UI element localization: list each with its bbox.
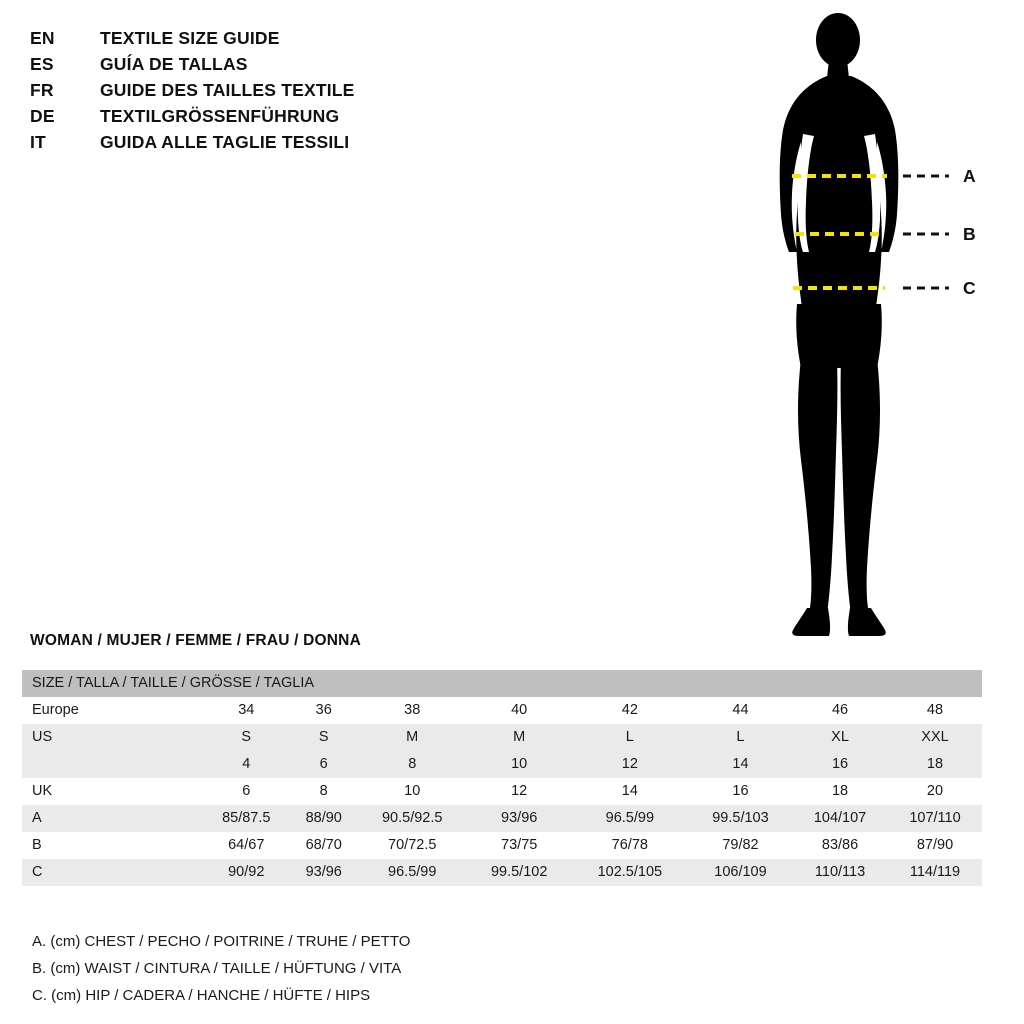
cell: 90.5/92.5: [381, 810, 443, 826]
table-row: [22, 724, 982, 751]
cell: 73/75: [501, 837, 538, 853]
measure-label-b: B: [963, 224, 976, 244]
row-label: Europe: [32, 702, 79, 718]
cell: 48: [926, 702, 944, 718]
legend-row-b: B. (cm) WAIST / CINTURA / TAILLE / HÜFTUNG / VITA: [32, 960, 402, 977]
cell: 20: [926, 783, 944, 799]
table-row: [22, 859, 982, 886]
cell: 102.5/105: [597, 864, 663, 880]
cell: 107/110: [909, 810, 961, 826]
cell: 8: [319, 783, 328, 799]
cell: XXL: [921, 729, 949, 745]
cell: L: [625, 729, 634, 745]
title-lang-code: EN: [30, 28, 55, 48]
row-label: US: [32, 729, 53, 745]
title-text: GUIDA ALLE TAGLIE TESSILI: [100, 132, 350, 152]
cell: 40: [511, 702, 528, 718]
title-row: [30, 80, 650, 106]
cell: 10: [404, 783, 421, 799]
body-measurement-figure: [735, 8, 1010, 638]
title-row: [30, 106, 650, 132]
cell: 93/96: [305, 864, 342, 880]
cell: 93/96: [501, 810, 538, 826]
cell: 96.5/99: [388, 864, 437, 880]
title-lang-code: FR: [30, 80, 54, 100]
cell: 68/70: [305, 837, 342, 853]
cell: 46: [831, 702, 849, 718]
cell: 110/113: [814, 864, 866, 880]
cell: L: [736, 729, 745, 745]
row-label: B: [32, 837, 42, 853]
cell: 96.5/99: [605, 810, 655, 826]
title-text: TEXTILGRÖSSENFÜHRUNG: [100, 106, 340, 126]
cell: 6: [319, 756, 328, 772]
table-row: [22, 751, 982, 778]
cell: 83/86: [821, 837, 859, 853]
cell: 88/90: [305, 810, 342, 826]
row-label: [22, 751, 202, 778]
cell: M: [513, 729, 526, 745]
row-label: UK: [32, 783, 53, 799]
cell: 6: [242, 783, 251, 799]
legend-row-a: A. (cm) CHEST / PECHO / POITRINE / TRUHE / PETTO: [32, 933, 411, 950]
title-row: [30, 132, 650, 158]
cell: 14: [621, 783, 638, 799]
row-label: A: [32, 810, 42, 826]
cell: 8: [408, 756, 417, 772]
size-table: [22, 670, 982, 886]
title-row: [30, 28, 650, 54]
table-header-label: SIZE / TALLA / TAILLE / GRÖSSE / TAGLIA: [32, 675, 315, 691]
cell: 36: [315, 702, 332, 718]
cell: 64/67: [228, 837, 265, 853]
cell: XL: [831, 729, 849, 745]
row-label: C: [32, 864, 43, 880]
cell: 42: [621, 702, 638, 718]
cell: 10: [511, 756, 528, 772]
cell: 104/107: [813, 810, 867, 826]
cell: 99.5/102: [490, 864, 548, 880]
cell: 87/90: [916, 837, 954, 853]
title-row: [30, 54, 650, 80]
cell: 4: [242, 756, 251, 772]
table-header-row: [22, 670, 982, 697]
legend-row-c: C. (cm) HIP / CADERA / HANCHE / HÜFTE / HIPS: [32, 987, 371, 1004]
cell: 106/109: [714, 864, 767, 880]
cell: 16: [732, 783, 749, 799]
cell: 70/72.5: [388, 837, 437, 853]
table-row: [22, 805, 982, 832]
cell: 44: [732, 702, 749, 718]
title-text: GUÍA DE TALLAS: [100, 54, 248, 74]
cell: 85/87.5: [222, 810, 271, 826]
title-text: GUIDE DES TAILLES TEXTILE: [100, 80, 355, 100]
table-row: [22, 832, 982, 859]
title-text: TEXTILE SIZE GUIDE: [100, 28, 280, 48]
table-row: [22, 778, 982, 805]
cell: 79/82: [722, 837, 759, 853]
cell: 18: [831, 783, 849, 799]
title-lang-code: ES: [30, 54, 54, 74]
female-silhouette-icon: [735, 8, 1010, 638]
cell: S: [241, 729, 252, 745]
cell: 14: [732, 756, 749, 772]
measure-label-a: A: [963, 166, 976, 186]
title-lang-code: IT: [30, 132, 46, 152]
cell: 76/78: [611, 837, 648, 853]
cell: 12: [621, 756, 638, 772]
cell: 90/92: [228, 864, 265, 880]
cell: 16: [831, 756, 849, 772]
title-block: [30, 28, 650, 158]
cell: S: [318, 729, 329, 745]
cell: M: [406, 729, 419, 745]
cell: 34: [238, 702, 255, 718]
cell: 114/119: [909, 864, 961, 880]
cell: 18: [926, 756, 944, 772]
cell: 12: [511, 783, 528, 799]
cell: 38: [404, 702, 421, 718]
cell: 99.5/103: [712, 810, 769, 826]
section-heading: WOMAN / MUJER / FEMME / FRAU / DONNA: [30, 632, 361, 649]
measure-label-c: C: [963, 278, 976, 298]
table-row: [22, 697, 982, 724]
legend-block: [32, 928, 410, 1009]
title-lang-code: DE: [30, 106, 55, 126]
